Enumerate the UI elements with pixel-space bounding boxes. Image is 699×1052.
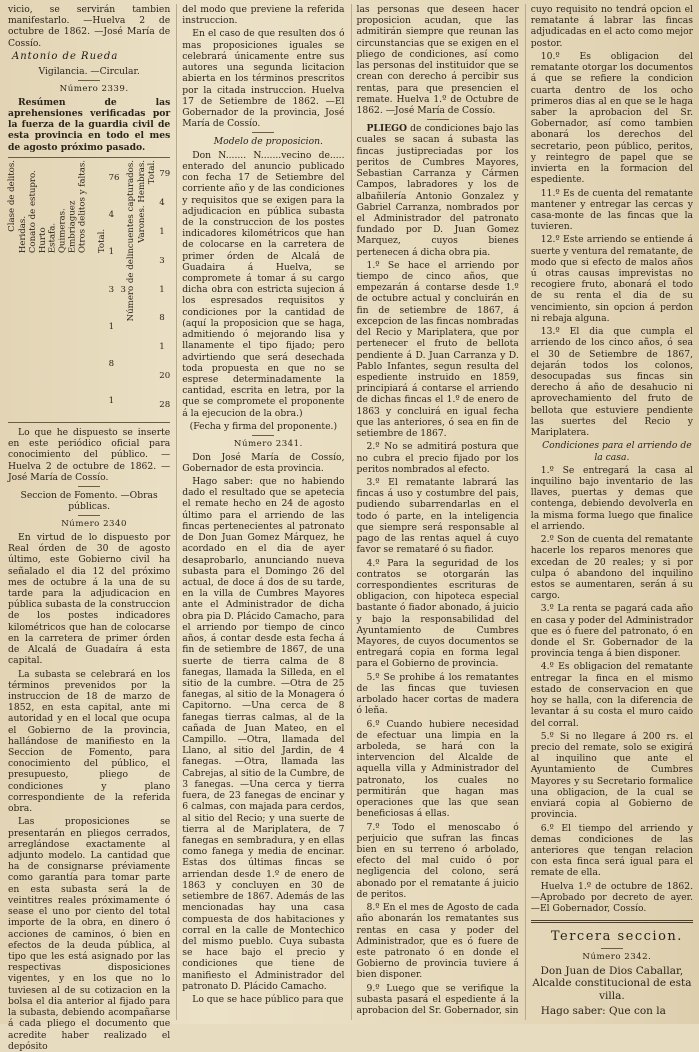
- condition: 2.º No se admitirá postura que no cubra el precio fijado por los peritos nombrados al efecto.: [356, 441, 519, 475]
- table-head-left: Clase de delitos.: [7, 159, 17, 232]
- condition: 11.º Es de cuenta del rematante mantener y entregar las cercas y casa-monte de las fincas que la tuvieren.: [530, 187, 693, 233]
- notice-number: Número 2341.: [233, 439, 303, 450]
- paragraph: Hago saber: Que con la: [540, 1005, 666, 1018]
- condition: 1.º Se hace el arriendo por tiempo de cinco años, que empezarán á contarse desde 1.º de octubre actual y concluirán en fin de setiembre de 1867, á excepcion de las fincas nombradas del Recio y Mariplatera, que por pertenecer el fruto de bellota pendiente á D. Juan Carranza y D. Pablo Infantes, segun resulta del espediente instruido en 1859, principiará á contarse el arriendo de dichas fincas el 1.º de enero de 1863 y concluirá en igual fecha que las anteriores, ó sea en fin de setiembre de 1867.: [356, 259, 519, 440]
- paragraph: del modo que previene la referida instruccion.: [182, 4, 345, 27]
- notice-number: Número 2342.: [582, 952, 652, 963]
- resumen-heading: Resúmen de las aprehensiones verificadas por la fuerza de la guardia civil de esta provincia en todo el mes de agosto próximo pasado.: [8, 96, 171, 153]
- divider: [78, 486, 100, 487]
- table-cell: 1: [159, 342, 165, 353]
- paragraph-pliego: [357, 123, 519, 258]
- condition: 13.º El dia que cumpla el arriendo de los cinco años, ó sea el 30 de Setiembre de 1867, dejarán todos los colonos, desocupadas sus fincas sin derecho á año de desahucio ni aprovechamiento del fruto de bellota que estuviere pendiente las suertes del Recio y Mariplatera.: [530, 326, 693, 439]
- handwritten-signature: Antonio de Rueda: [12, 50, 119, 62]
- table-cell: 1: [108, 247, 115, 258]
- table-total-head: Total.: [147, 159, 158, 185]
- condition: 4.º Es obligacion del rematante entregar la finca en el mismo estado de conservacion en que hoy se halla, con la diferencia de levantar á su costa el muro caido del corral.: [530, 661, 693, 729]
- divider: [78, 80, 100, 81]
- divider: [601, 948, 623, 949]
- condition: 3.º La renta se pagará cada año en casa y poder del Administrador que es ó fuere del patronato, ó en donde el Sr. Gobernador de la provincia tenga á bien disponer.: [530, 603, 693, 660]
- column-1: [7, 4, 171, 1052]
- table-nums-total: [109, 160, 120, 420]
- crime-table: [8, 157, 170, 423]
- column-3: [351, 4, 519, 1020]
- condition: 10.º Es obligacion del rematante otorgar los documentos á que se refiere la condicion cuarta dentro de los ocho primeros dias al en que se le haga saber la aprobacion del Sr. Gobernador, así como tambien abonará los derechos del secretario, peon público, peritos, y reintegro de papel que se invierta en la formacion del espediente.: [530, 50, 693, 186]
- table-cell: 28: [159, 400, 171, 411]
- paragraph: En virtud de lo dispuesto por Real órden de 30 de agosto último, este Gobierno civil ha señalado el dia 12 del próximo mes de octubre á la una de su tarde para la adjudicacion en pública subasta de la construccion de los postes indicadores kilométricos que han de colocarse en la carretera de primer órden de Alcalá de Guadaíra á esta capital.: [8, 531, 171, 667]
- alcalde-heading: Don Juan de Dios Caballar, Alcalde constitucional de esta villa.: [532, 964, 692, 1003]
- divider: [252, 435, 274, 436]
- paragraph: Don N....... N.......vecino de..... enterado del anuncio publicado con fecha 17 de Setiembre del corriente año y de las condiciones y requisitos que se exigen para la adjudicacion en pública subasta de la construccion de los postes indicadores kilométricos que han de colocarse en la carretera de primer órden de Alcalá de Guadaira á Huelva, se compromete á tomar á su cargo dicha obra con estricta sujecion á los espresados requisitos y condiciones por la cantidad de (aquí la proposicion que se haga, admitiendo ó mejorando lisa y llanamente el tipo fijado; pero advirtiendo que será desechada toda propuesta en que no se esprese determinadamente la cantidad, escrita en letra, por la que se compromete el proponente á la ejecucion de la obra.): [182, 149, 345, 419]
- paragraph: las personas que deseen hacer proposicion acudan, que las admitirán siempre que reunan las circunstancias que se exigen en el pliego de condiciones, así como las personas del instituidor que se crean con derecho á percibir sus rentas, para que presencien el remate. Huelva 1.º de Octubre de 1862. —José María de Cossío.: [356, 4, 519, 116]
- signature-line: (Fecha y firma del proponente.): [189, 420, 338, 432]
- section-heading: Tercera seccion.: [550, 929, 683, 945]
- paragraph: cuyo requisito no tendrá opcion el rematante á labrar las fincas adjudicadas en el acto como mejor postor.: [530, 4, 693, 49]
- subheading: Condiciones para el arriendo de la casa.: [542, 440, 692, 463]
- section-divider: [531, 920, 693, 923]
- divider: [78, 515, 100, 516]
- table-cell: 4: [159, 197, 165, 208]
- paragraph: Huelva 1.º de octubre de 1862. —Aprobado por decreto de ayer. —El Gobernador, Cossío.: [530, 880, 693, 915]
- condition: 9.º Luego que se verifique la subasta pasará el espediente á la aprobacion del Sr. Gobernador, sin: [356, 982, 519, 1017]
- table-cell: 20: [159, 371, 171, 382]
- condition: 7.º Todo el menoscabo ó perjuicio que sufran las fincas bien en su terreno ó arbolado, efecto del mal cuido ó por negligencia del colono, será abonado por el rematante á juicio de peritos.: [356, 821, 519, 900]
- table-rows-left: Heridas. Conato de estupro. Hurto Estafa. Quimeras. Embriaguez Otros delitos y faltas. Total.: [17, 159, 107, 253]
- table-total-nums: [159, 160, 170, 420]
- condition: 5.º Si no llegare á 200 rs. el precio del remate, solo se exigirá al inquilino que ante el Ayuntamiento de Cumbres Mayores y su Secretario formalice una obligacion, de la cual se enviará copia al Gobierno de provincia.: [530, 730, 693, 821]
- condition: 1.º Se entregará la casa al inquilino bajo inventario de las llaves, puertas y demas que contenga, debiendo devolverla en la misma forma luego que finalice el arriendo.: [530, 464, 693, 532]
- divider: [427, 119, 449, 120]
- condition: 6.º El tiempo del arriendo y demas condiciones de las anteriores que tengan relacion con esta finca será igual para el remate de ella.: [530, 822, 693, 879]
- paragraph-top: vicio, se servirán tambien manifestarlo. —Huelva 2 de octubre de 1862. —José María de Cossío.: [8, 4, 171, 49]
- condition: 3.º El rematante labrará las fincas á uso y costumbre del pais, pudiendo subarrendarlas en el todo ó parte, en la inteligencia que siempre será responsable al pago de las rentas aquel á cuyo favor se remataré ó su fiador.: [356, 476, 519, 556]
- column-2: [176, 4, 344, 1020]
- paragraph: La subasta se celebrará en los términos prevenidos por la instruccion de 18 de marzo de 1852, en esta capital, ante mi autoridad y en el local que ocupa el Gobierno de la provincia, hallándose de manifiesto en la Seccion de Fomento, para conocimiento del público, el presupuesto, pliego de condiciones y plano correspondiente de la referida obra.: [8, 668, 171, 815]
- table-cell: 3: [120, 284, 126, 295]
- condition: 6.º Cuando hubiere necesidad de efectuar una limpia en la arboleda, se hará con la intervencion del Alcalde de aquella villa y Administrador del patronato, los cuales no permitirán que hagan mas operaciones que las que sean beneficiosas á ellas.: [356, 718, 519, 820]
- table-mid-sub: Varones. Hembras.: [136, 159, 147, 243]
- paragraph: Lo que he dispuesto se inserte en este periódico oficial para conocimiento del público. —Huelva 2 de octubre de 1862. —José María de Cossío.: [8, 426, 171, 483]
- table-cell: 76: [108, 173, 120, 184]
- table-cell: 79: [159, 169, 171, 180]
- table-cell: 4: [108, 210, 115, 221]
- condition: 5.º Se prohibe á los rematantes de las fincas que tuviesen arbolado hacer cortas de madera ó leña.: [356, 671, 519, 717]
- condition: 2.º Son de cuenta del rematante hacerle los reparos menores que excedan de 20 reales; y si por culpa ó abandono del inquilino estos se aumentaren, serán á su cargo.: [530, 534, 693, 602]
- condition: 12.º Este arriendo se entiende á suerte y ventura del rematante, de modo que si efecto de malos años ú otras causas imprevistas no recogiere fruto, abonará el todo de su renta el dia de su vencimiento, sin opcion á perdon ni rebaja alguna.: [530, 234, 693, 324]
- table-cell: 8: [159, 313, 165, 324]
- paragraph: Las proposiciones se presentarán en pliegos cerrados, arreglándose exactamente al adjunto modelo. La cantidad que ha de consignarse préviamente como garantía para tomar parte en esta subasta será la de veintitres reales próximamente ó sease el uno por ciento del total importe de la obra, en dinero ó acciones de caminos, ó bien en efectos de la deuda pública, al tipo que les está asignado por las respectivas disposiciones vigentes, y en los que no lo tuviesen al de su cotizacion en la bolsa el dia anterior al fijado para la subasta, debiendo acompañarse á cada pliego el documento que acredite haber realizado el depósito: [8, 816, 171, 1052]
- table-cell: 1: [159, 226, 165, 237]
- section-heading: Seccion de Fomento. —Obras públicas.: [20, 489, 158, 513]
- table-head-mid: Número de delincuentes capturados.: [125, 159, 136, 322]
- columns: [7, 4, 693, 1052]
- paragraph: Hago saber: que no habiendo dado el resultado que se apetecia el remate hecho en 24 de agosto último para el arriendo de las fincas pertenecientes al patronato de Don Juan Gomez Márquez, he acordado en el dia de ayer desaprobarlo, anunciando nueva subasta para el Domingo 26 del actual, de doce á dos de su tarde, en la villa de Cumbres Mayores ante el Administrador de dicha obra pia D. Plácido Camacho, para el arriendo por tiempo de cinco años, á contar desde esta fecha á fin de setiembre de 1867, de una suerte de tierra calma de 8 fanegas, llamada la Silleda, en el sitio de la cumbre. —Otra de 25 fanegas, al sitio de la Monagera ó Capitorno. —Una cerca de 8 fanegas tierras calmas, al de la cañada de Juan Mateo, en el Campillo. —Otra, llamada del Llano, al sitio del Jardin, de 4 fanegas. —Otra, llamada las Cabrejas, al sitio de la Cumbre, de 3 fanegas. —Una cerca y tierra fuera, de 23 fanegas de encinar y 6 calmas, con majada para cerdos, al sitio del Recio; y una suerte de tierra al de Mariplatera, de 7 fanegas en sembradura, y en ellas como fanega y media de encinar. Estas dos últimas fincas se arriendan desde 1.º de enero de 1863 y concluyen en 30 de setiembre de 1867. Además de las mencionadas hay una casa compuesta de dos habitaciones y corral en la calle de Montechico del mismo pueblo. Cuya subasta se hace bajo el precio y condiciones que tiene de manifiesto el Administrador del patronato D. Plácido Camacho.: [182, 476, 345, 992]
- notice-number: Número 2339.: [59, 84, 129, 95]
- divider: [252, 132, 274, 133]
- paragraph: En el caso de que resulten dos ó mas proposiciones iguales se celebrará únicamente entre sus autores una segunda licitacion abierta en los términos prescritos por la citada instruccion. Huelva 17 de Setiembre de 1862. —El Gobernador de la provincia, José María de Cossío.: [182, 28, 345, 130]
- subheading: Modelo de proposicion.: [213, 136, 323, 148]
- table-cell: 1: [159, 284, 165, 295]
- table-cell: 3: [108, 284, 115, 295]
- table-cell: 1: [108, 396, 115, 407]
- table-cell: 8: [108, 358, 115, 369]
- column-4: [525, 4, 693, 1020]
- pliego-text: de condiciones bajo las cuales se sacan á subasta las fincas justipreciadas por los peritos de Cumbres Mayores, Sebastian Carranza y Cármen Campos, labradores y los de albañilería Antonio Gonzalez y Gabriel Carranza, nombrados por el Administrador del patronato fundado por D. Juan Gomez Marquez, cuyos bienes pertenecen á dicha obra pia.: [356, 123, 519, 258]
- table-cell: 1: [108, 321, 115, 332]
- vigilancia-heading: Vigilancia. —Circular.: [38, 66, 140, 78]
- condition: 4.º Para la seguridad de los contratos se otorgarán las correspondientes escrituras de obligacion, con hipoteca especial bastante ó fiador abonado, á juicio y bajo la responsabilidad del Ayuntamiento de Cumbres Mayores, de cuyos documentos se entregará copia en forma legal para el Gobierno de provincia.: [356, 557, 519, 670]
- condition: 8.º En el mes de Agosto de cada año abonarán los rematantes sus rentas en casa y poder del Administrador, que es ó fuere de este patronato ó en donde el Gobierno de provincia tuviere á bien disponer.: [356, 902, 519, 981]
- notice-number: Número 2340: [61, 519, 127, 530]
- pliego-lead: PLIEGO: [366, 123, 408, 135]
- table-cell: 3: [159, 255, 165, 266]
- paragraph: Don José María de Cossío, Gobernador de esta provincia.: [182, 451, 345, 474]
- paragraph: Lo que se hace público para que: [192, 994, 344, 1006]
